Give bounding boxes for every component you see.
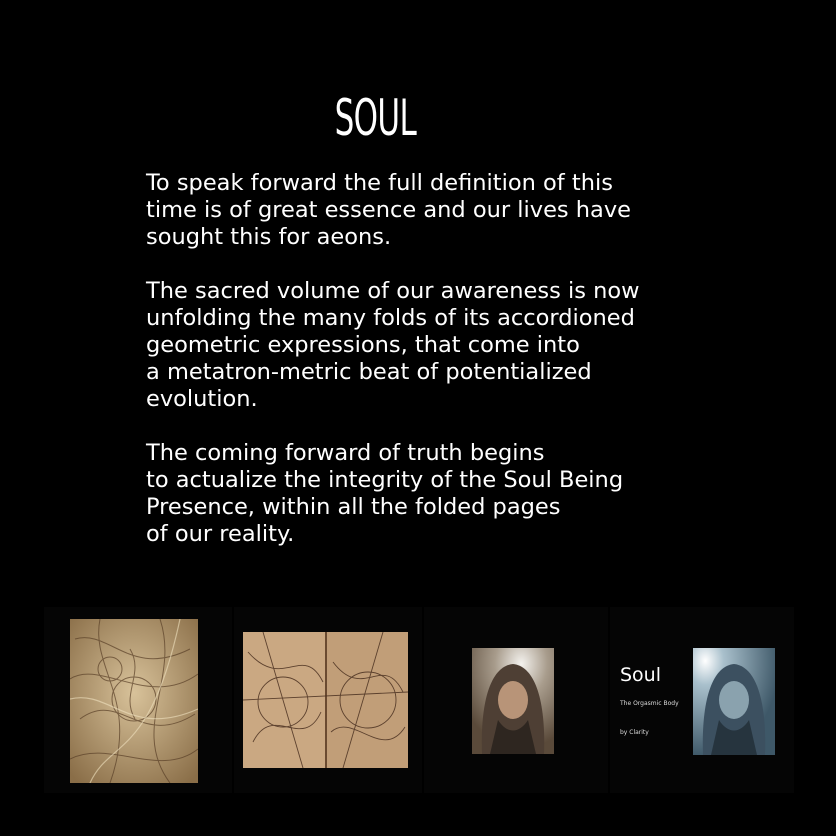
cover-title: Soul — [620, 664, 662, 686]
text-line: to actualize the integrity of the Soul Being — [146, 467, 624, 493]
text-line: evolution. — [146, 386, 258, 412]
abstract-collage-image[interactable] — [70, 619, 198, 783]
text-line: a metatron-metric beat of potentialized — [146, 359, 592, 385]
text-line: To speak forward the full definition of this — [146, 170, 613, 196]
text-line: unfolding the many folds of its accordioned — [146, 305, 635, 331]
hooded-figure-image[interactable] — [472, 648, 554, 754]
sketch-drawing-image[interactable] — [243, 632, 408, 768]
text-line: sought this for aeons. — [146, 224, 392, 250]
text-line: The coming forward of truth begins — [146, 440, 545, 466]
text-line: The sacred volume of our awareness is now — [146, 278, 640, 304]
cover-subtitle: The Orgasmic Body — [620, 700, 679, 707]
text-line: of our reality. — [146, 521, 295, 547]
cover-portrait-image[interactable] — [693, 648, 775, 755]
text-line: Presence, within all the folded pages — [146, 494, 561, 520]
text-line: time is of great essence and our lives have — [146, 197, 632, 223]
cover-byline: by Clarity — [620, 729, 649, 736]
text-line: geometric expressions, that come into — [146, 332, 580, 358]
page-title: SOUL — [334, 89, 417, 147]
